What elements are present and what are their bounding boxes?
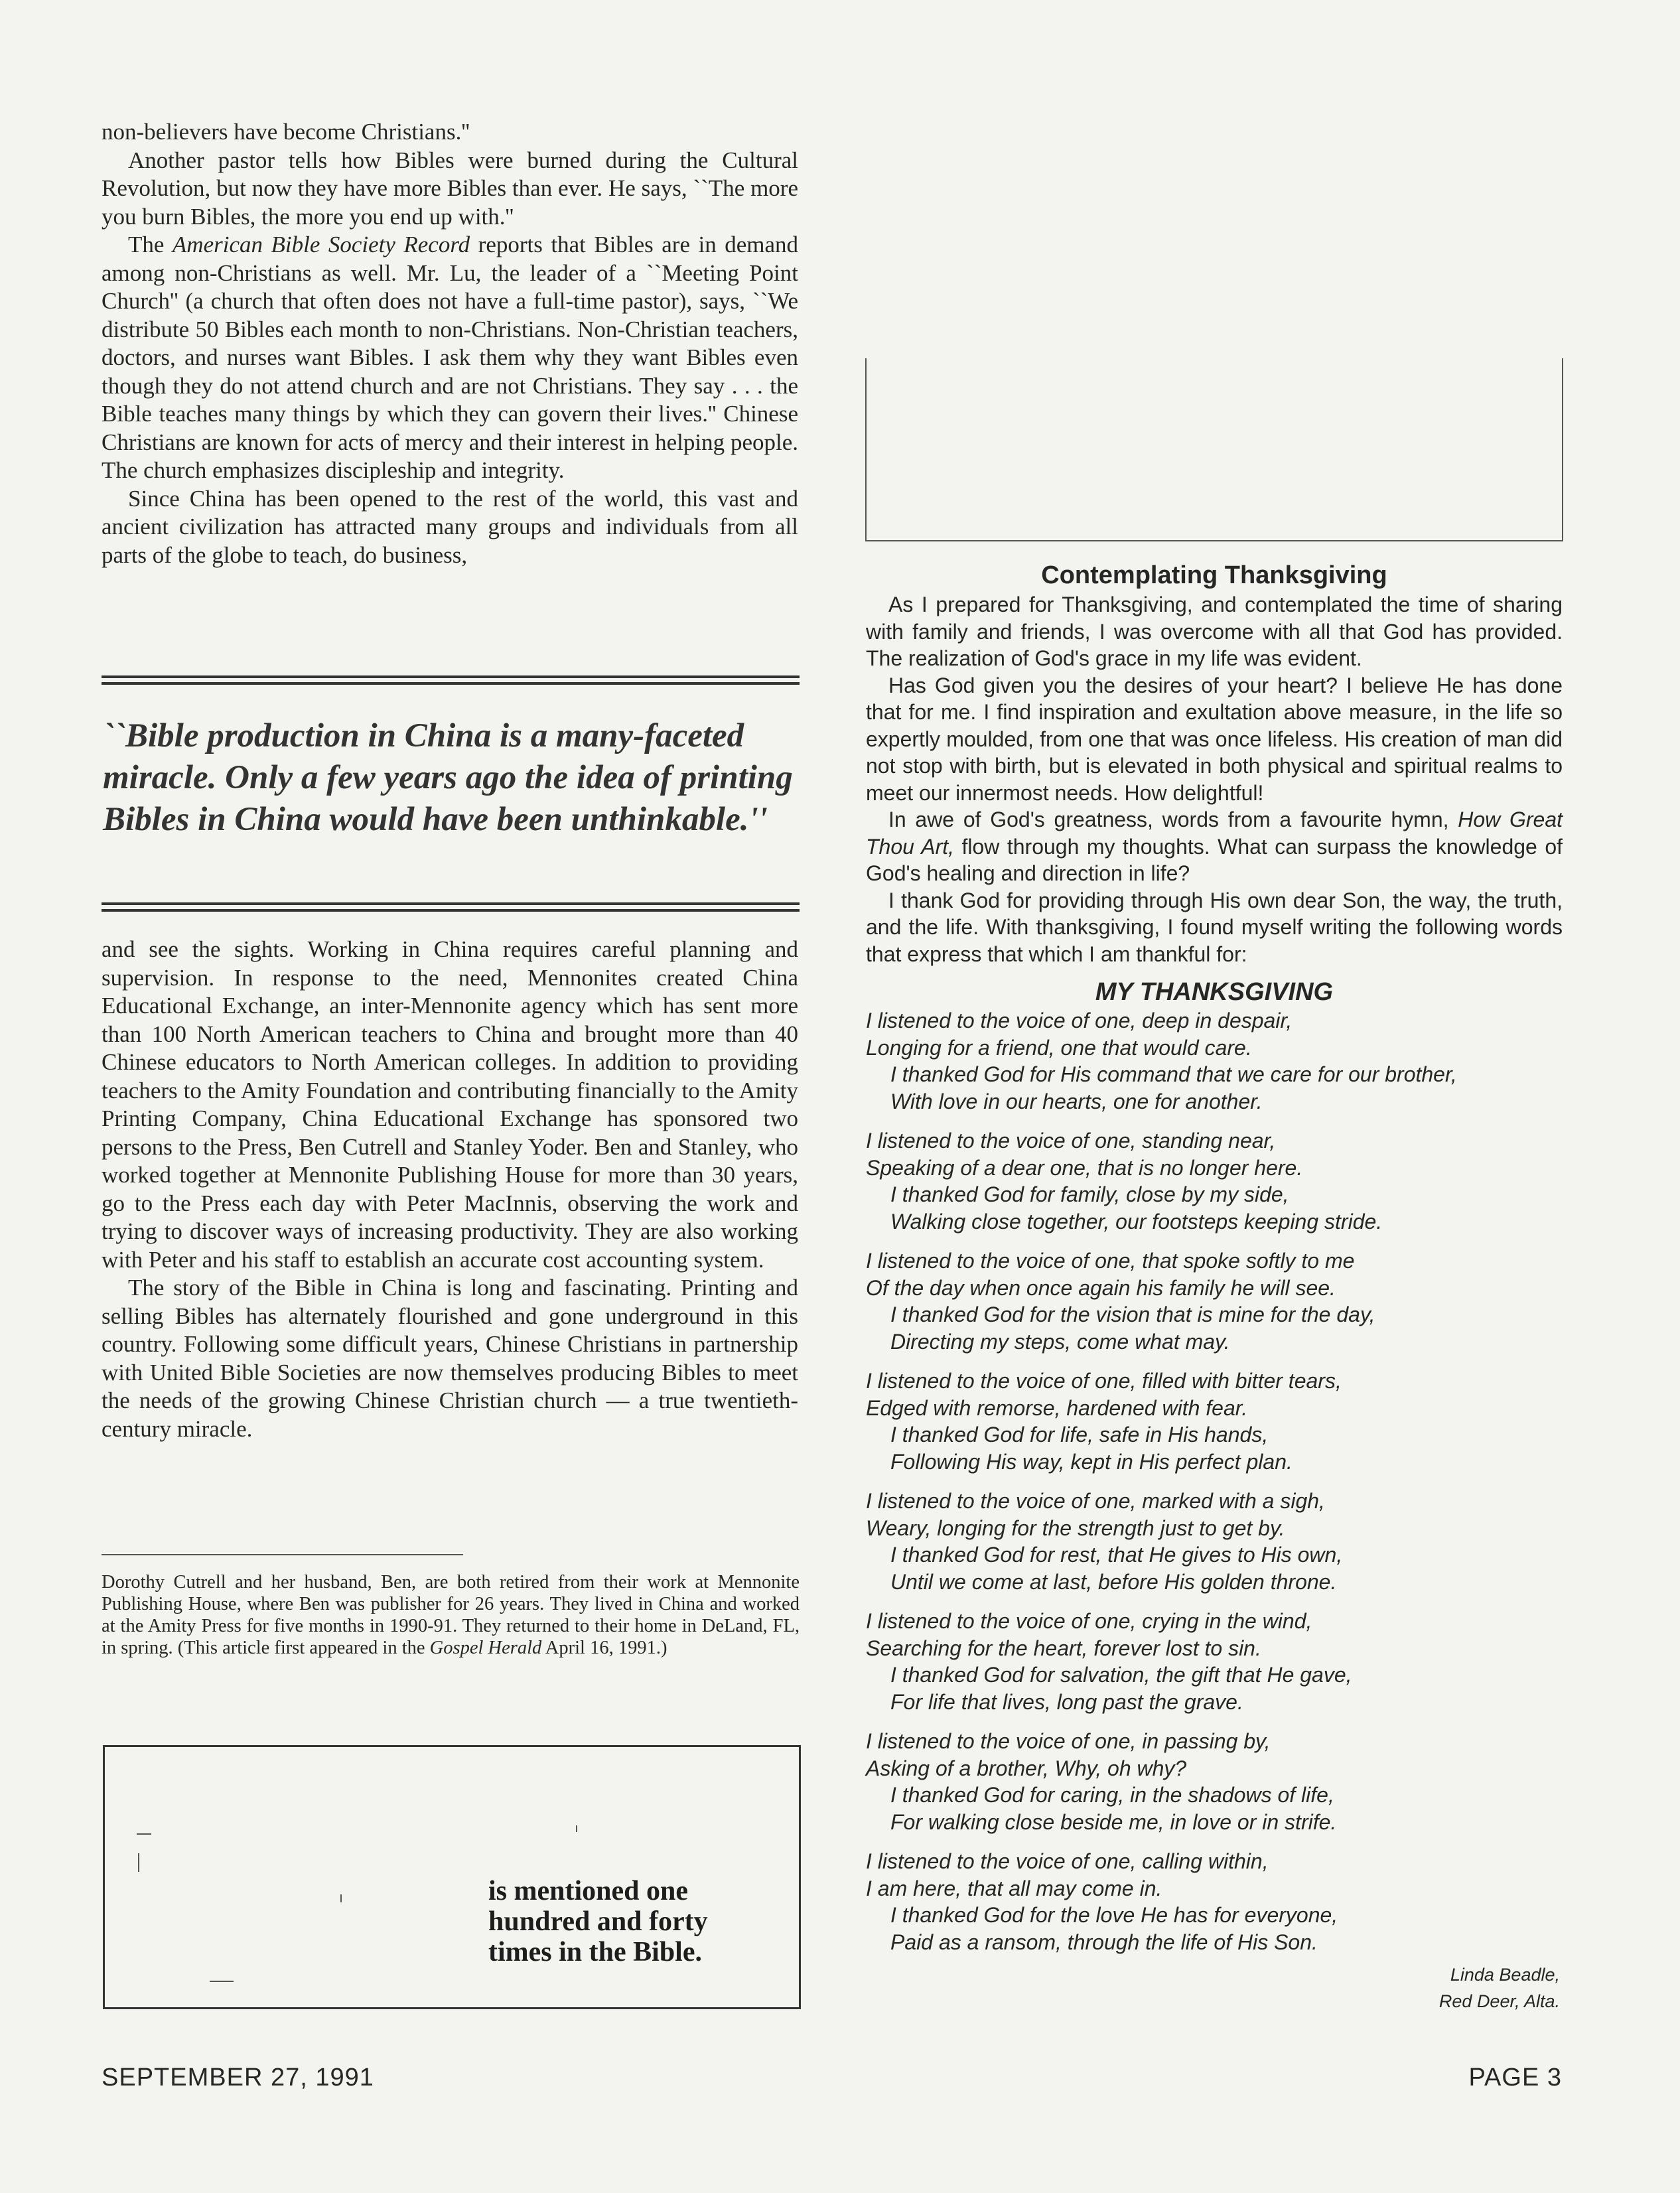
divider-rule [102, 902, 800, 912]
thanksgiving-article [866, 559, 1563, 2015]
paragraph: and see the sights. Working in China requires careful planning and supervision. In response to the need, Mennonites created China Educational Exchange, an inter-Mennonite agency which has sent more than 100 North American teachers to China and brought more than 40 Chinese educators to North American colleges. In addition to providing teachers to the Amity Foundation and contributing financially to the Amity Printing Company, China Educational Exchange has sponsored two persons to the Press, Ben Cutrell and Stanley Yoder. Ben and Stanley, who worked together at Mennonite Publishing House for more than 30 years, go to the Press each day with Peter MacInnis, observing the work and trying to discover ways of increasing productivity. They are also working with Peter and his staff to establish an accurate cost accounting system. [102, 936, 798, 1273]
article-text-bottom [102, 936, 798, 1443]
divider-rule [102, 675, 800, 685]
article-title: Contemplating Thanksgiving [1041, 561, 1387, 589]
poem-location: Red Deer, Alta. [1438, 1991, 1560, 2011]
photo-placeholder [865, 358, 1563, 541]
paragraph: In awe of God's greatness, words from a favourite hymn, How Great Thou Art, flow through my thoughts. What can surpass the knowledge of God's healing and direction in life? [866, 808, 1563, 885]
poem-line: I thanked God for life, safe in His hands, [890, 1423, 1269, 1447]
print-speck [137, 1833, 151, 1835]
poem-line: I am here, that all may come in. [866, 1876, 1162, 1900]
page-number: PAGE 3 [1468, 2064, 1562, 2091]
poem-line: I listened to the voice of one, deep in despair, [866, 1009, 1293, 1032]
poem-line: I thanked God for rest, that He gives to His own, [890, 1543, 1343, 1567]
poem-line: Of the day when once again his family he will see. [866, 1275, 1336, 1300]
poem-signature [866, 1961, 1563, 2015]
footer-date: SEPTEMBER 27, 1991 [102, 2064, 374, 2091]
poem-line: Edged with remorse, hardened with fear. [866, 1395, 1248, 1420]
poem-line: I thanked God for salvation, the gift that He gave, [890, 1663, 1352, 1687]
poem-line: Following His way, kept in His perfect plan. [890, 1449, 1293, 1474]
poem-stanza [866, 1127, 1563, 1235]
poem-line: I listened to the voice of one, crying in the wind, [866, 1609, 1312, 1633]
poem-author: Linda Beadle, [1450, 1965, 1560, 1985]
print-speck [576, 1825, 577, 1832]
poem-line: I listened to the voice of one, standing near, [866, 1129, 1276, 1153]
paragraph: I thank God for providing through His own dear Son, the way, the truth, and the life. With thanksgiving, I found myself writing the following words that express that which I am thankful for: [866, 888, 1563, 966]
publication-title: Gospel Herald [429, 1638, 542, 1658]
poem-line: I thanked God for caring, in the shadows of life, [890, 1783, 1334, 1807]
poem-stanza [866, 1728, 1563, 1835]
print-speck [340, 1894, 342, 1902]
poem-stanza [866, 1608, 1563, 1715]
poem [866, 1007, 1563, 1955]
print-speck [210, 1981, 234, 1982]
poem-line: Paid as a ransom, through the life of His Son. [890, 1930, 1318, 1954]
poem-line: For life that lives, long past the grave. [890, 1689, 1243, 1714]
poem-title: MY THANKSGIVING [1095, 978, 1334, 1006]
paragraph: Has God given you the desires of your heart? I believe He has done that for me. I find inspiration and exultation above measure, in the life so expertly moulded, from one that was once lifeless. His creation of man did not stop with birth, but is elevated in both physical and spiritual realms to meet our innermost needs. How delightful! [866, 673, 1563, 805]
publication-title: American Bible Society Record [172, 232, 470, 257]
paragraph: Since China has been opened to the rest of the world, this vast and ancient civilization has attracted many groups and individuals from all parts of the globe to teach, do business, [102, 485, 798, 568]
author-bio: Dorothy Cutrell and her husband, Ben, are both retired from their work at Mennonite Publishing House, where Ben was publisher for 26 years. They lived in China and worked at the Amity Press for five months in 1990-91. They returned to their home in DeLand, FL, in spring. (This article first appeared in the Gospel Herald April 16, 1991.) [102, 1572, 800, 1658]
poem-line: Walking close together, our footsteps keeping stride. [890, 1209, 1383, 1234]
poem-line: For walking close beside me, in love or in strife. [890, 1809, 1337, 1834]
poem-line: Longing for a friend, one that would care. [866, 1035, 1252, 1060]
paragraph: non-believers have become Christians.'' [102, 119, 470, 145]
poem-line: I listened to the voice of one, marked with a sigh, [866, 1489, 1325, 1513]
hymn-title: How Great Thou Art, [866, 808, 1563, 859]
poem-line: Until we come at last, before His golden throne. [890, 1569, 1337, 1594]
ad-box [103, 1745, 801, 2009]
poem-line: Weary, longing for the strength just to get by. [866, 1516, 1285, 1540]
poem-line: I thanked God for the love He has for everyone, [890, 1903, 1338, 1927]
paragraph: The story of the Bible in China is long and fascinating. Printing and selling Bibles has alternately flourished and gone underground in this country. Following some difficult years, Chinese Christians in partnership with United Bible Societies are now themselves producing Bibles to meet the needs of the growing Chinese Christian church — a true twentieth-century miracle. [102, 1275, 798, 1442]
poem-line: I thanked God for family, close by my side, [890, 1182, 1289, 1206]
poem-stanza [866, 1007, 1563, 1115]
article-text-top [102, 118, 798, 569]
poem-line: Directing my steps, come what may. [890, 1329, 1230, 1354]
poem-stanza [866, 1247, 1563, 1355]
paragraph: The American Bible Society Record reports that Bibles are in demand among non-Christians as well. Mr. Lu, the leader of a ``Meeting Point Church'' (a church that often does not have a full-time pastor), says, ``We distribute 50 Bibles each month to non-Christians. Non-Christian teachers, doctors, and nurses want Bibles. I ask them why they want Bibles even though they do not attend church and are not Christians. They say . . . the Bible teaches many things by which they can govern their lives.'' Chinese Christians are known for acts of mercy and their interest in helping people. The church emphasizes discipleship and integrity. [102, 232, 798, 483]
bio-divider [102, 1554, 463, 1555]
poem-line: I thanked God for the vision that is mine for the day, [890, 1303, 1375, 1326]
poem-line: I thanked God for His command that we care for our brother, [890, 1062, 1457, 1086]
poem-stanza [866, 1848, 1563, 1955]
poem-line: Asking of a brother, Why, oh why? [866, 1756, 1187, 1780]
paragraph: Another pastor tells how Bibles were burned during the Cultural Revolution, but now they have more Bibles than ever. He says, ``The more you burn Bibles, the more you end up with.'' [102, 147, 798, 230]
paragraph: As I prepared for Thanksgiving, and contemplated the time of sharing with family and friends, I was overcome with all that God has provided. The realization of God's grace in my life was evident. [866, 593, 1563, 670]
poem-line: I listened to the voice of one, that spoke softly to me [866, 1249, 1355, 1273]
ad-text: is mentioned one hundred and forty times in the Bible. [488, 1876, 708, 1967]
poem-line: With love in our hearts, one for another. [890, 1089, 1263, 1113]
poem-line: I listened to the voice of one, calling within, [866, 1849, 1269, 1873]
poem-line: I listened to the voice of one, filled with bitter tears, [866, 1369, 1342, 1393]
poem-line: I listened to the voice of one, in passing by, [866, 1729, 1271, 1753]
poem-stanza [866, 1488, 1563, 1595]
pull-quote: ``Bible production in China is a many-faceted miracle. Only a few years ago the idea of printing Bibles in China would have been unthinkable.'' [103, 717, 793, 838]
poem-line: Speaking of a dear one, that is no longer here. [866, 1155, 1303, 1180]
print-speck [138, 1853, 139, 1872]
poem-stanza [866, 1368, 1563, 1475]
poem-line: Searching for the heart, forever lost to sin. [866, 1636, 1261, 1660]
